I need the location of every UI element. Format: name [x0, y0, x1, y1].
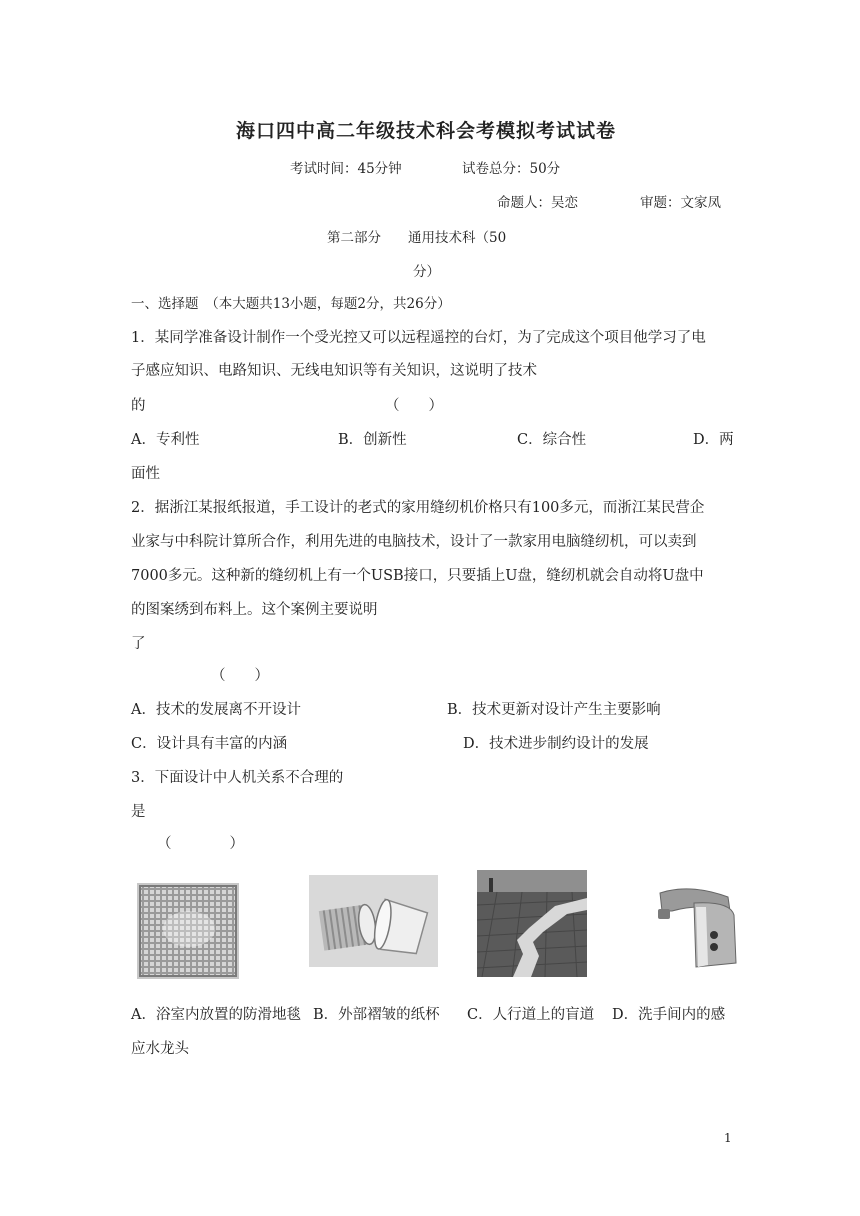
q2-option-d: D．技术进步制约设计的发展	[463, 736, 649, 752]
q2-option-a: A．技术的发展离不开设计	[131, 702, 301, 718]
q1-line: 1．某同学准备设计制作一个受光控又可以远程遥控的台灯，为了完成这个项目他学习了电	[131, 330, 706, 346]
q2-option-c: C．设计具有丰富的内涵	[131, 736, 288, 752]
q3-line: 3．下面设计中人机关系不合理的	[131, 770, 344, 786]
q3-answer-paren: （ ）	[157, 836, 244, 852]
q1-option-d-cont: 面性	[131, 466, 160, 482]
q1-option-a: A．专利性	[131, 432, 200, 448]
sensor-faucet-image	[650, 881, 742, 971]
part-heading-cont: 分）	[413, 264, 440, 280]
q3-line: 是	[131, 804, 146, 820]
q2-line: 了	[131, 636, 146, 652]
q1-option-d: D．两	[693, 432, 734, 448]
reviewer: 审题：文家凤	[640, 195, 721, 211]
paper-cup-image	[309, 875, 438, 967]
q3-caption-d-cont: 应水龙头	[131, 1041, 189, 1057]
q3-caption-b: B．外部褶皱的纸杯	[313, 1007, 440, 1023]
part-heading: 第二部分 通用技术科（50	[327, 230, 507, 246]
q2-line: 业家与中科院计算所合作，利用先进的电脑技术，设计了一款家用电脑缝纫机，可以卖到	[131, 534, 697, 550]
q1-line: 子感应知识、电路知识、无线电知识等有关知识，这说明了技术	[131, 363, 537, 379]
exam-title: 海口四中高二年级技术科会考模拟考试试卷	[236, 120, 617, 142]
q1-option-b: B．创新性	[338, 432, 407, 448]
q2-answer-paren: （ ）	[211, 668, 269, 684]
q2-line: 7000多元。这种新的缝纫机上有一个USB接口，只要插上U盘，缝纫机就会自动将U盘中	[131, 568, 704, 584]
anti-slip-mat-image	[137, 883, 239, 979]
q1-option-c: C．综合性	[517, 432, 587, 448]
q2-line: 的图案绣到布料上。这个案例主要说明	[131, 602, 378, 618]
exam-time: 考试时间：45分钟	[290, 161, 402, 177]
page-number: 1	[724, 1131, 732, 1145]
q1-answer-paren: （ ）	[385, 398, 443, 414]
q3-caption-c: C．人行道上的盲道	[467, 1007, 595, 1023]
q3-caption-d: D．洗手间内的感	[612, 1007, 726, 1023]
q1-line: 的	[131, 398, 146, 414]
q2-option-b: B．技术更新对设计产生主要影响	[447, 702, 661, 718]
author: 命题人：吴恋	[497, 195, 578, 211]
blind-path-image	[477, 870, 587, 977]
section-heading: 一、选择题 （本大题共13小题，每题2分，共26分）	[131, 296, 451, 312]
q2-line: 2．据浙江某报纸报道，手工设计的老式的家用缝纫机价格只有100多元，而浙江某民营企	[131, 500, 705, 516]
q3-caption-a: A．浴室内放置的防滑地毯	[131, 1007, 301, 1023]
total-score: 试卷总分：50分	[462, 161, 561, 177]
